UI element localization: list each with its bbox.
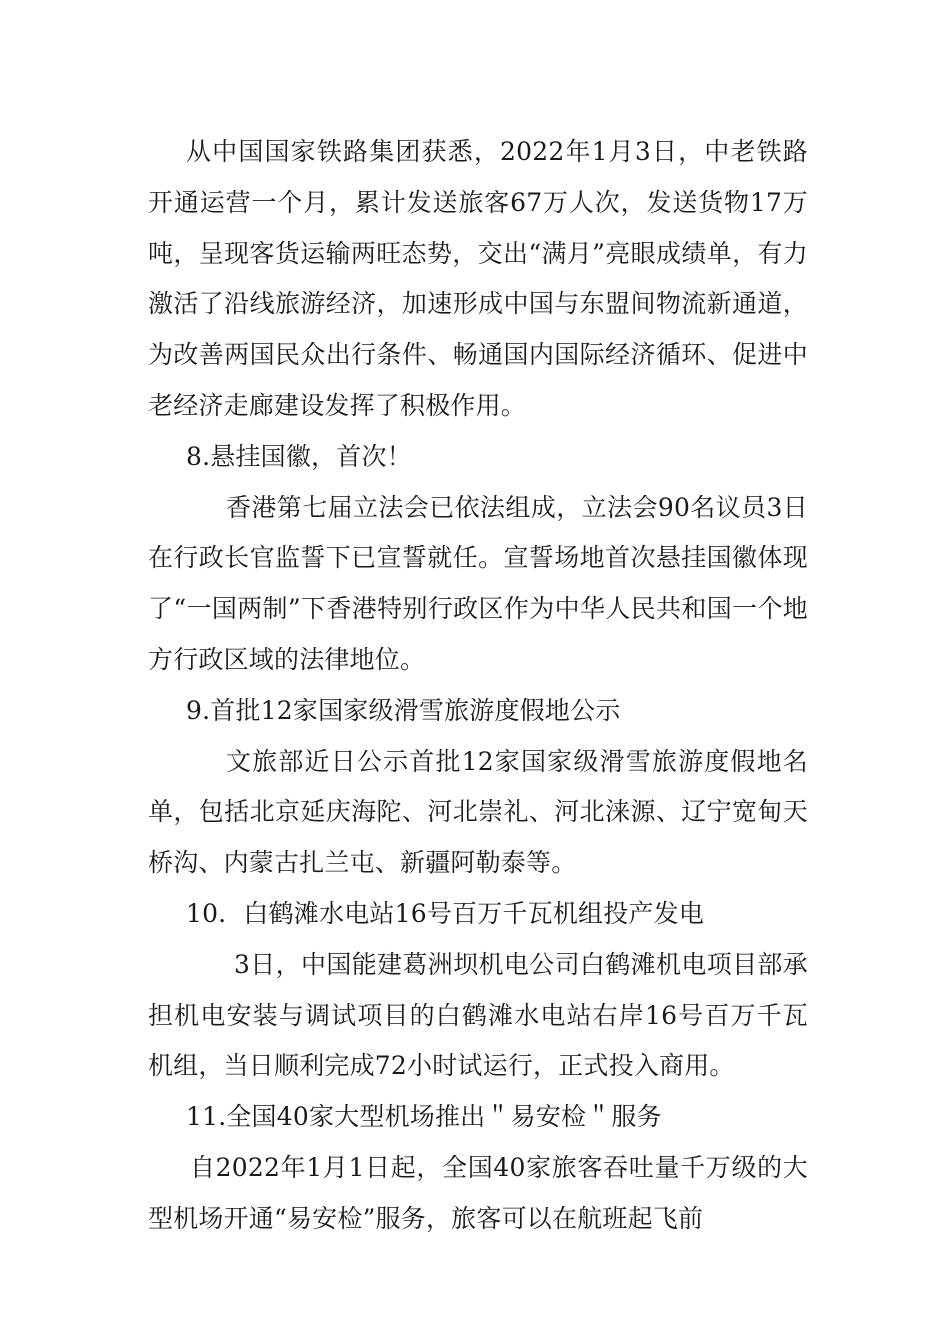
heading-item-11: 11.全国40家大型机场推出＂易安检＂服务 — [186, 1102, 662, 1132]
heading-item-8: 8.悬挂国徽，首次！ — [186, 441, 412, 471]
paragraph-baihetan: 3日，中国能建葛洲坝机电公司白鹤滩机电项目部承担机电安装与调试项目的白鹤滩水电站右岸16号百万千瓦机组，当日顺利完成72小时试运行，正式投入商用。 — [148, 949, 808, 1081]
heading-item-10: 10．白鹤滩水电站16号百万千瓦机组投产发电 — [186, 898, 705, 928]
document-body — [148, 127, 808, 1245]
paragraph-easy-security: 自2022年1月1日起，全国40家旅客吞吐量千万级的大型机场开通“易安检”服务，旅客可以在航班起飞前 — [148, 1152, 808, 1233]
heading-item-9: 9.首批12家国家级滑雪旅游度假地公示 — [186, 695, 621, 725]
paragraph-china-laos-railway: 从中国国家铁路集团获悉，2022年1月3日，中老铁路开通运营一个月，累计发送旅客67万人次，发送货物17万吨，呈现客货运输两旺态势，交出“满月”亮眼成绩单，有力激活了沿线旅游经济，加速形成中国与东盟间物流新通道，为改善两国民众出行条件、畅通国内国际经济循环、促进中老经济走廊建设发挥了积极作用。 — [148, 137, 808, 420]
paragraph-ski-resorts: 文旅部近日公示首批12家国家级滑雪旅游度假地名单，包括北京延庆海陀、河北崇礼、河北涞源、辽宁宽甸天桥沟、内蒙古扎兰屯、新疆阿勒泰等。 — [148, 746, 808, 878]
paragraph-hong-kong-legco: 香港第七届立法会已依法组成，立法会90名议员3日在行政长官监誓下已宣誓就任。宣誓场地首次悬挂国徽体现了“一国两制”下香港特别行政区作为中华人民共和国一个地方行政区域的法律地位。 — [148, 492, 808, 674]
